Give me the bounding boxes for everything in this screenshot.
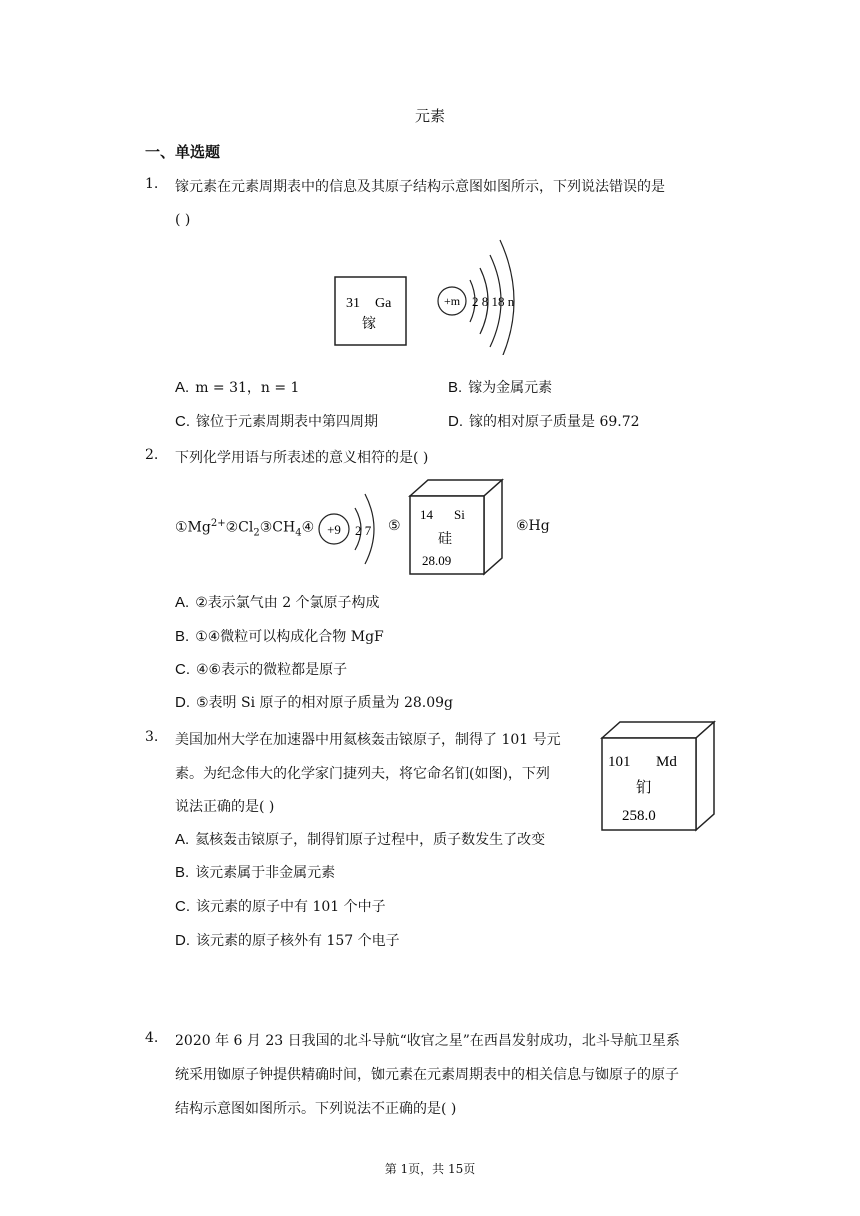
item-1-charge: 2+	[210, 518, 226, 529]
option-letter: B.	[175, 628, 190, 645]
option-letter: B.	[448, 379, 463, 396]
option-letter: D.	[448, 413, 463, 430]
item-2: ②Cl	[225, 519, 254, 536]
item-2-subscript: 2	[253, 527, 260, 539]
option-letter: A.	[175, 379, 190, 396]
fluorine-atom-diagram	[315, 486, 387, 568]
question-stem-line-1: 美国加州大学在加速器中用氦核轰击锿原子，制得了 101 号元	[175, 732, 561, 748]
electron-counts: 2 8 18 n	[472, 294, 515, 309]
item-3: ③CH	[259, 519, 296, 536]
silicon-element-cube	[406, 478, 506, 576]
option-b[interactable]	[448, 377, 552, 397]
question-stem-line-3: 说法正确的是( )	[175, 799, 275, 815]
option-c[interactable]	[175, 411, 378, 431]
electron-counts: 2 7	[355, 523, 372, 538]
option-letter: D.	[175, 932, 190, 949]
option-b[interactable]	[175, 862, 335, 882]
option-a[interactable]	[175, 829, 545, 849]
item-3-subscript: 4	[295, 527, 302, 539]
option-a[interactable]	[175, 592, 380, 612]
card-atomic-number: 101	[608, 754, 631, 770]
item-1: ①Mg	[175, 519, 211, 536]
option-d[interactable]	[448, 411, 640, 431]
question-stem-line-2: 统采用铷原子钟提供精确时间，铷元素在元素周期表中的相关信息与铷原子的原子	[175, 1067, 679, 1083]
mendelevium-element-cube	[598, 720, 718, 832]
option-letter: C.	[175, 413, 190, 430]
option-d[interactable]	[175, 930, 400, 950]
option-text: ②表示氯气由 2 个氯原子构成	[195, 595, 380, 611]
page-title: 元素	[414, 107, 445, 125]
section-heading: 一、单选题	[145, 143, 221, 161]
option-text: ④⑥表示的微粒都是原子	[196, 662, 348, 678]
option-text: 该元素的原子核外有 157 个电子	[196, 933, 400, 949]
nucleus-charge: +9	[327, 522, 341, 537]
card-element-name: 镓	[362, 317, 376, 332]
cube-side	[484, 480, 502, 574]
option-text: ①④微粒可以构成化合物 MgF	[195, 629, 384, 645]
option-letter: C.	[175, 898, 190, 915]
option-text: 该元素属于非金属元素	[195, 865, 336, 881]
question-number: 2.	[145, 447, 159, 463]
option-a[interactable]	[175, 377, 299, 397]
card-symbol: Md	[656, 754, 677, 770]
gallium-figure	[330, 230, 530, 355]
item-5: ⑤	[388, 518, 401, 534]
question-stem: 镓元素在元素周期表中的信息及其原子结构示意图如图所示，下列说法错误的是	[175, 179, 665, 195]
question-number: 3.	[145, 729, 159, 745]
card-atomic-mass: 28.09	[422, 553, 452, 568]
chemical-symbols-row	[175, 518, 314, 538]
option-letter: A.	[175, 831, 190, 848]
option-c[interactable]	[175, 659, 347, 679]
item-4: ④	[301, 519, 315, 536]
option-c[interactable]	[175, 896, 386, 916]
cube-side	[696, 722, 714, 830]
option-text: 镓的相对原子质量是 69.72	[469, 414, 640, 430]
option-text: m = 31，n = 1	[195, 380, 300, 396]
option-b[interactable]	[175, 626, 384, 646]
question-number: 1.	[145, 176, 159, 192]
question-stem-line-2: 素。为纪念伟大的化学家门捷列夫，将它命名钔(如图)，下列	[175, 766, 550, 782]
option-letter: D.	[175, 694, 190, 711]
question-stem-line-3: 结构示意图如图所示。下列说法不正确的是( )	[175, 1101, 457, 1117]
item-6: ⑥Hg	[516, 518, 550, 534]
card-element-name: 钔	[636, 780, 652, 796]
option-letter: A.	[175, 594, 190, 611]
page-footer: 第 1页，共 15页	[384, 1162, 476, 1176]
option-text: 镓为金属元素	[468, 380, 553, 396]
option-text: 该元素的原子中有 101 个中子	[196, 899, 386, 915]
question-number: 4.	[145, 1030, 159, 1046]
card-atomic-mass: 258.0	[622, 808, 656, 824]
cube-top	[602, 722, 714, 738]
card-element-name: 硅	[438, 532, 452, 547]
question-stem: 下列化学用语与所表述的意义相符的是( )	[175, 450, 429, 466]
option-text: 氦核轰击锿原子，制得钔原子过程中，质子数发生了改变	[195, 832, 546, 848]
card-atomic-number: 14	[420, 507, 433, 522]
option-letter: B.	[175, 864, 190, 881]
option-text: ⑤表明 Si 原子的相对原子质量为 28.09g	[196, 695, 454, 711]
element-card-box	[335, 277, 406, 345]
option-letter: C.	[175, 661, 190, 678]
option-d[interactable]	[175, 692, 453, 712]
option-text: 镓位于元素周期表中第四周期	[196, 414, 378, 430]
card-symbol: Si	[454, 507, 465, 522]
card-atomic-number: 31	[346, 296, 360, 311]
question-stem-line-1: 2020 年 6 月 23 日我国的北斗导航“收官之星”在西昌发射成功，北斗导航卫星系	[175, 1033, 680, 1049]
card-symbol: Ga	[375, 296, 392, 311]
question-stem-blank: ( )	[175, 212, 191, 228]
nucleus-charge: +m	[443, 294, 461, 308]
